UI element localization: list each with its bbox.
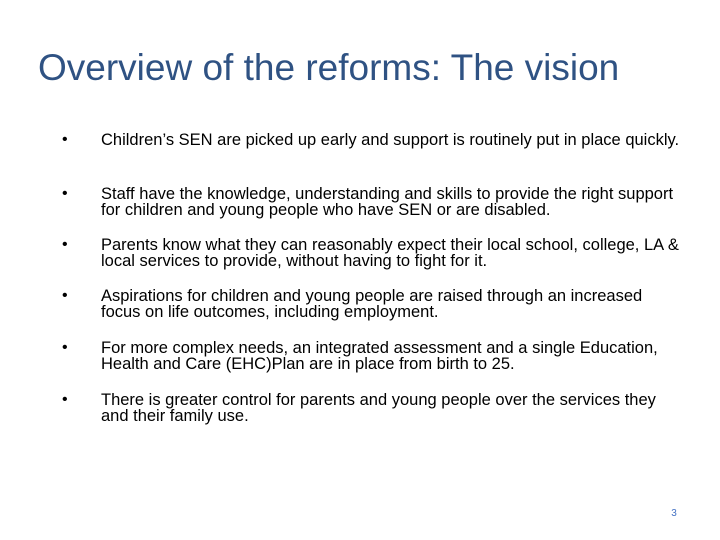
bullet-text: Staff have the knowledge, understanding and skills to provide the right support for children and young people who have SEN or are disabled.: [101, 185, 674, 219]
bullet-text: Aspirations for children and young people are raised through an increased focus on life outcomes, including employment.: [101, 287, 643, 321]
bullet-text: For more complex needs, an integrated assessment and a single Education, Health and Care (EHC)Plan are in place from birth to 25.: [101, 339, 658, 373]
bullet-text: Children’s SEN are picked up early and support is routinely put in place quickly.: [101, 131, 680, 149]
page-number: 3: [671, 508, 677, 519]
bullet-text: Parents know what they can reasonably expect their local school, college, LA & local services to provide, without having to fight for it.: [101, 236, 679, 270]
bullet-symbol: •: [62, 391, 68, 408]
bullet-symbol: •: [62, 131, 68, 148]
bullet-symbol: •: [62, 236, 68, 253]
slide-title: Overview of the reforms: The vision: [38, 47, 620, 88]
bullet-symbol: •: [62, 339, 68, 356]
bullet-text: There is greater control for parents and young people over the services they and their family use.: [101, 391, 656, 425]
bullet-symbol: •: [62, 287, 68, 304]
bullet-symbol: •: [62, 185, 68, 202]
